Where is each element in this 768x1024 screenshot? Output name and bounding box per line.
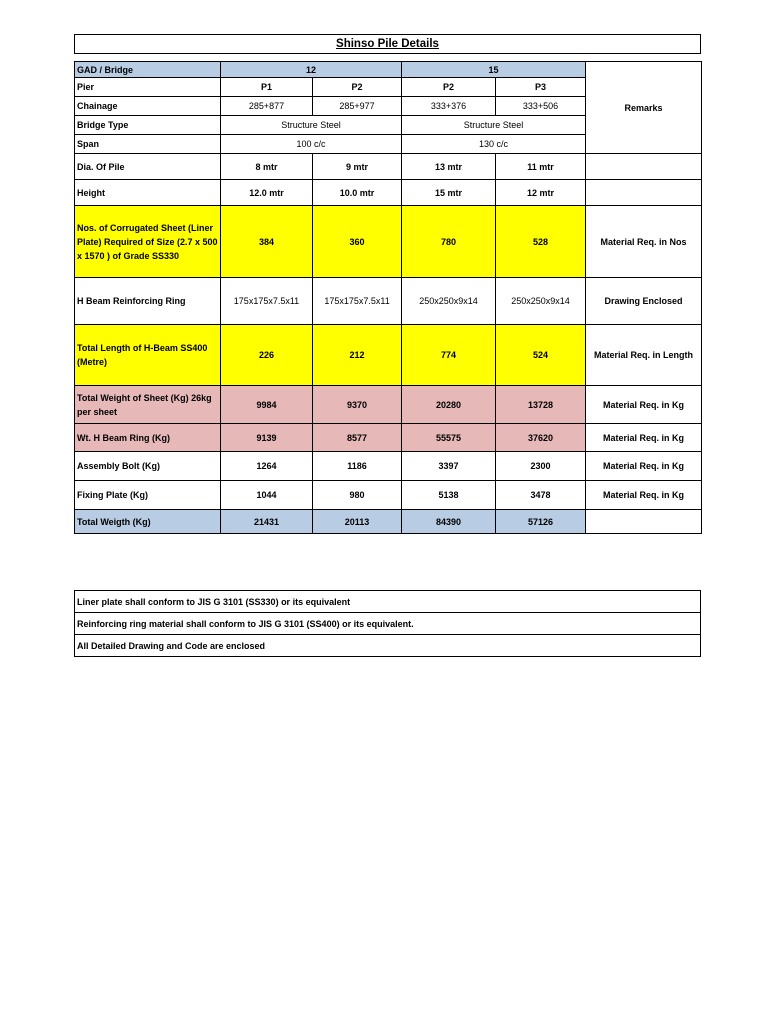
remark-cell: Material Req. in Kg [586,424,702,452]
remarks-header: Remarks [586,62,702,154]
table-cell: 285+977 [313,97,402,116]
table-cell: 20280 [402,386,496,424]
row-label: Wt. H Beam Ring (Kg) [75,424,221,452]
table-row [75,154,702,180]
table-cell: 360 [313,206,402,278]
table-cell: 15 mtr [402,180,496,206]
table-row [75,510,702,534]
table-cell: Structure Steel [221,116,402,135]
table-cell: 1186 [313,452,402,481]
table-cell: 21431 [221,510,313,534]
remark-cell [586,180,702,206]
row-label: Height [75,180,221,206]
note-item: All Detailed Drawing and Code are enclosed [75,635,701,657]
table-cell: 333+376 [402,97,496,116]
page-title [74,34,701,54]
notes-table [74,590,701,657]
bridge-15-header: 15 [402,62,586,78]
table-cell: 13728 [496,386,586,424]
remark-cell: Material Req. in Kg [586,481,702,510]
row-label: Total Weigth (Kg) [75,510,221,534]
table-cell: 20113 [313,510,402,534]
table-cell: 130 c/c [402,135,586,154]
row-label: Pier [75,78,221,97]
table-row [75,180,702,206]
remark-cell: Material Req. in Kg [586,452,702,481]
pile-details-table [74,61,702,534]
remark-cell [586,154,702,180]
table-row [75,325,702,386]
table-cell: 5138 [402,481,496,510]
table-row [75,206,702,278]
table-row [75,278,702,325]
table-row [75,424,702,452]
table-cell: 84390 [402,510,496,534]
table-cell: 3397 [402,452,496,481]
row-label: H Beam Reinforcing Ring [75,278,221,325]
table-row [75,62,702,78]
table-row [75,591,701,613]
table-row [75,481,702,510]
table-cell: 8 mtr [221,154,313,180]
table-cell: 9370 [313,386,402,424]
table-cell: P3 [496,78,586,97]
table-row [75,452,702,481]
table-cell: 175x175x7.5x11 [221,278,313,325]
table-cell: 12 mtr [496,180,586,206]
note-item: Liner plate shall conform to JIS G 3101 (SS330) or its equivalent [75,591,701,613]
table-cell: 3478 [496,481,586,510]
remark-cell: Material Req. in Kg [586,386,702,424]
remark-cell [586,510,702,534]
table-cell: 2300 [496,452,586,481]
table-cell: 13 mtr [402,154,496,180]
table-cell: 524 [496,325,586,386]
table-cell: 226 [221,325,313,386]
row-label: Total Length of H-Beam SS400 (Metre) [75,325,221,386]
page-title-text: Shinso Pile Details [336,38,439,50]
table-cell: 250x250x9x14 [496,278,586,325]
remark-cell: Material Req. in Nos [586,206,702,278]
remark-cell: Material Req. in Length [586,325,702,386]
table-cell: 9 mtr [313,154,402,180]
table-cell: 1044 [221,481,313,510]
table-cell: 1264 [221,452,313,481]
table-row [75,386,702,424]
table-cell: 57126 [496,510,586,534]
table-cell: 37620 [496,424,586,452]
bridge-12-header: 12 [221,62,402,78]
table-cell: 528 [496,206,586,278]
table-cell: 980 [313,481,402,510]
table-cell: 384 [221,206,313,278]
row-label: Dia. Of Pile [75,154,221,180]
row-label: Total Weight of Sheet (Kg) 26kg per sheet [75,386,221,424]
table-cell: 100 c/c [221,135,402,154]
table-cell: P1 [221,78,313,97]
table-cell: 12.0 mtr [221,180,313,206]
table-cell: 333+506 [496,97,586,116]
remark-cell: Drawing Enclosed [586,278,702,325]
table-cell: 55575 [402,424,496,452]
row-label: Fixing Plate (Kg) [75,481,221,510]
table-cell: P2 [313,78,402,97]
table-cell: 212 [313,325,402,386]
table-cell: P2 [402,78,496,97]
table-row [75,635,701,657]
table-cell: 285+877 [221,97,313,116]
row-label: Assembly Bolt (Kg) [75,452,221,481]
table-cell: 774 [402,325,496,386]
row-label: Chainage [75,97,221,116]
table-cell: 250x250x9x14 [402,278,496,325]
gad-bridge-label: GAD / Bridge [75,62,221,78]
table-cell: 780 [402,206,496,278]
table-cell: 9139 [221,424,313,452]
note-item: Reinforcing ring material shall conform to JIS G 3101 (SS400) or its equivalent. [75,613,701,635]
table-cell: 175x175x7.5x11 [313,278,402,325]
table-row [75,613,701,635]
table-cell: 10.0 mtr [313,180,402,206]
row-label: Bridge Type [75,116,221,135]
table-cell: 9984 [221,386,313,424]
row-label: Nos. of Corrugated Sheet (Liner Plate) Required of Size (2.7 x 500 x 1570 ) of Grade SS330 [75,206,221,278]
table-cell: Structure Steel [402,116,586,135]
table-cell: 8577 [313,424,402,452]
table-cell: 11 mtr [496,154,586,180]
row-label: Span [75,135,221,154]
